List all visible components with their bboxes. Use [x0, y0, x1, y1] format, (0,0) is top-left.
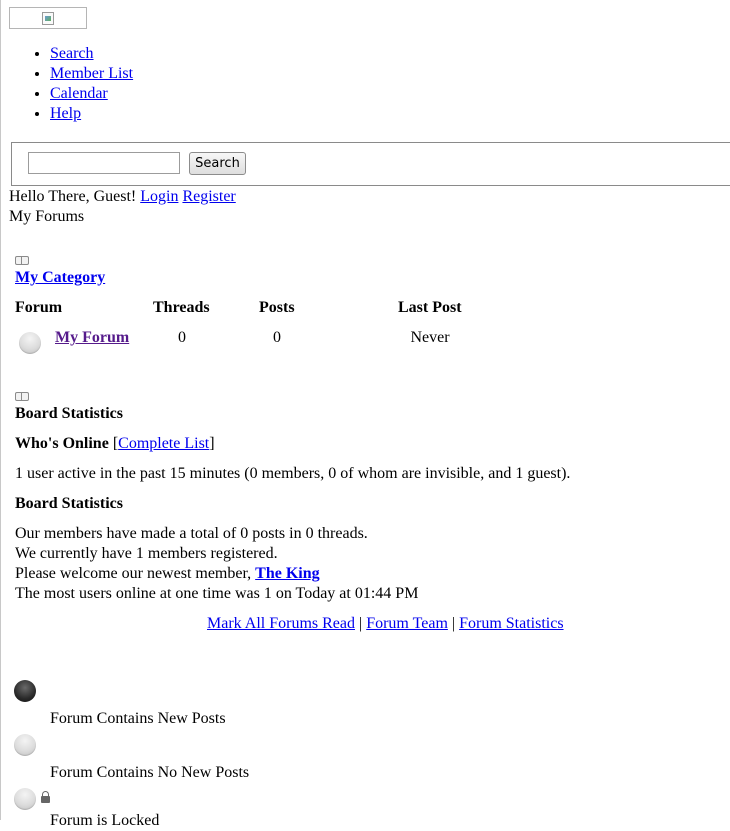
forum-team-link[interactable]: Forum Team: [366, 615, 448, 632]
whos-online-title: Who's Online: [15, 435, 109, 452]
link-separator: |: [359, 615, 363, 632]
column-header-threads: Threads: [153, 299, 210, 316]
column-header-posts: Posts: [259, 299, 295, 316]
column-header-forum: Forum: [15, 299, 63, 316]
category-title: [15, 268, 105, 288]
stats-newest-line: [15, 564, 320, 584]
lock-icon: [41, 796, 50, 803]
column-header-last-post: Last Post: [398, 299, 462, 316]
footer-links: [207, 614, 564, 634]
collapse-icon[interactable]: [15, 256, 29, 265]
newest-member-link[interactable]: The King: [255, 565, 320, 582]
menu-item-member-list: [50, 64, 133, 84]
login-link[interactable]: Login: [140, 188, 179, 205]
breadcrumb-current: My Forums: [9, 208, 85, 225]
forum-posts-count: 0: [273, 329, 281, 346]
menu-link-calendar[interactable]: Calendar: [50, 85, 108, 102]
menu-link-help[interactable]: Help: [50, 105, 82, 122]
category-link[interactable]: My Category: [15, 269, 106, 286]
stats-members-line: We currently have 1 members registered.: [15, 545, 278, 562]
legend-locked: Forum is Locked: [50, 812, 160, 829]
register-link[interactable]: Register: [182, 188, 236, 205]
locked-forum-icon: [14, 788, 36, 810]
menu-item-calendar: [50, 84, 133, 104]
board-stats-header: Board Statistics: [15, 405, 123, 422]
mark-forums-read-link[interactable]: Mark All Forums Read: [207, 615, 355, 632]
forum-status-icon: [19, 332, 41, 354]
forum-last-post: Never: [410, 329, 450, 346]
quick-search-fieldset: [11, 142, 730, 186]
forum-threads-count: 0: [178, 329, 186, 346]
search-button[interactable]: Search: [189, 152, 246, 175]
welcome-block: [9, 187, 236, 207]
newest-member-prefix: Please welcome our newest member,: [15, 565, 252, 582]
breadcrumb: [9, 207, 84, 227]
bracket-open: [: [112, 435, 119, 452]
collapse-icon[interactable]: [15, 392, 29, 401]
menu-link-search[interactable]: Search: [50, 45, 94, 62]
whos-online-heading: [15, 434, 215, 454]
stats-most-online-line: The most users online at one time was 1 on Today at 01:44 PM: [15, 585, 419, 602]
link-separator: |: [451, 615, 456, 632]
menu-item-help: [50, 104, 133, 124]
board-logo[interactable]: [9, 7, 87, 29]
search-input[interactable]: [28, 152, 180, 174]
forum-statistics-link[interactable]: Forum Statistics: [459, 615, 564, 632]
new-posts-icon: [14, 680, 36, 702]
stats-title: Board Statistics: [15, 495, 123, 512]
legend-new-posts: Forum Contains New Posts: [50, 710, 226, 727]
no-new-posts-icon: [14, 734, 36, 756]
stats-posts-line: Our members have made a total of 0 posts in 0 threads.: [15, 525, 368, 542]
complete-list-link[interactable]: Complete List: [118, 435, 210, 452]
online-summary: 1 user active in the past 15 minutes (0 members, 0 of whom are invisible, and 1 guest).: [15, 465, 571, 482]
top-menu: [9, 44, 133, 124]
welcome-text: Hello There, Guest!: [9, 188, 137, 205]
legend-no-new-posts: Forum Contains No New Posts: [50, 764, 250, 781]
broken-image-icon: [42, 12, 54, 25]
menu-item-search: [50, 44, 133, 64]
forum-name: [55, 328, 129, 348]
bracket-close: ]: [209, 435, 215, 452]
forum-link[interactable]: My Forum: [55, 329, 130, 346]
menu-link-member-list[interactable]: Member List: [50, 65, 134, 82]
